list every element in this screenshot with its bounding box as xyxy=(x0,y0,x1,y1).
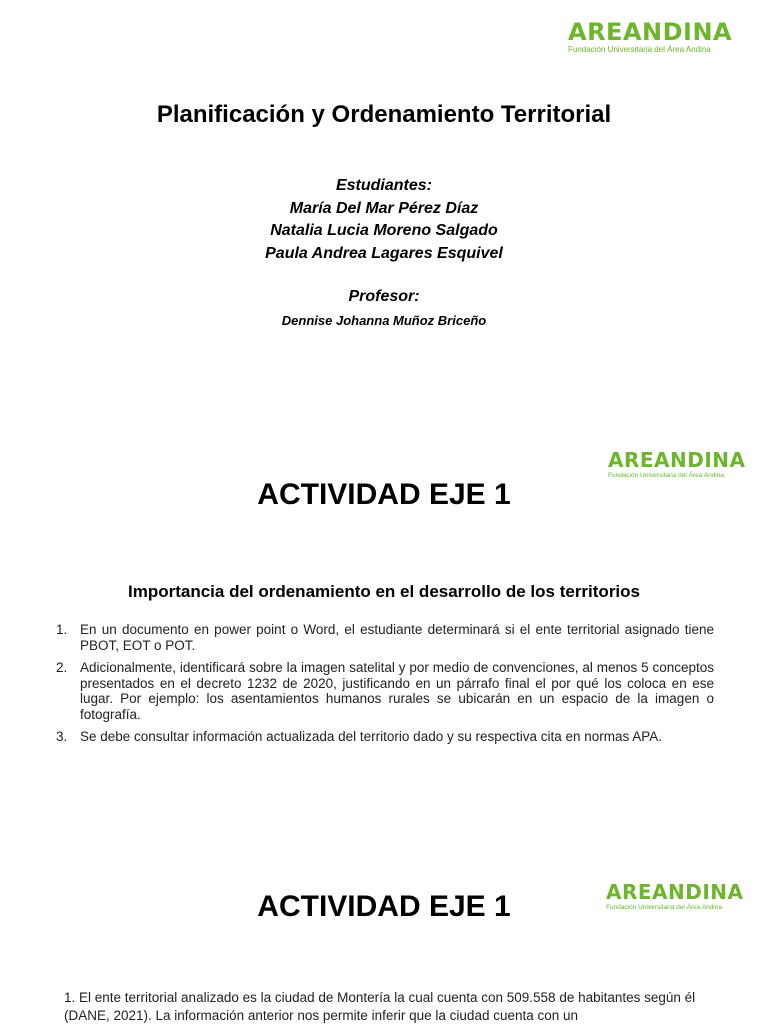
answer-paragraph: 1. El ente territorial analizado es la ciudad de Montería la cual cuenta con 509.558 de habitantes según él (DANE, 2021). La información anterior nos permite inferir que la ciudad cuenta con un xyxy=(64,990,696,1023)
item-number: 2. xyxy=(56,660,68,675)
list-item xyxy=(56,729,714,745)
logo-wordmark: AREANDINA xyxy=(568,18,733,46)
logo-tagline: Fundación Universitaria del Área Andina xyxy=(608,472,724,479)
slide-title: ACTIVIDAD EJE 1 xyxy=(257,890,511,923)
list-item xyxy=(56,660,714,722)
logo-wordmark: AREANDINA xyxy=(608,448,746,472)
title-slide xyxy=(0,0,768,410)
areandina-logo xyxy=(608,450,746,479)
activity-instructions-slide xyxy=(0,410,768,850)
student-name: Paula Andrea Lagares Esquivel xyxy=(265,244,503,262)
slide-subtitle: Importancia del ordenamiento en el desarrollo de los territorios xyxy=(127,582,640,601)
areandina-logo xyxy=(568,20,732,55)
student-name: Natalia Lucia Moreno Salgado xyxy=(270,222,498,239)
logo-wordmark: AREANDINA xyxy=(606,880,744,904)
professor-block xyxy=(0,286,768,333)
item-number: 1. xyxy=(56,622,68,637)
student-name: María Del Mar Pérez Díaz xyxy=(289,199,479,217)
item-number: 3. xyxy=(56,729,68,744)
slide-title: ACTIVIDAD EJE 1 xyxy=(257,478,511,511)
students-label: Estudiantes: xyxy=(335,177,432,194)
logo-tagline: Fundación Universitaria del Área Andina xyxy=(606,904,722,911)
instructions-list xyxy=(56,622,714,752)
list-item xyxy=(56,622,714,653)
professor-name: Dennise Johanna Muñoz Briceño xyxy=(281,312,487,328)
item-text: Adicionalmente, identificará sobre la imagen satelital y por medio de convenciones, al menos 5 conceptos presentados en el decreto 1232 de 2020, justificando en un párrafo final el por qué los coloca en ese lugar. Por ejemplo: los asentamientos humanos rurales se ubicarán en un espacio de la imagen o fotografía. xyxy=(80,660,714,722)
presentation-title: Planificación y Ordenamiento Territorial xyxy=(156,101,612,128)
item-text: Se debe consultar información actualizada del territorio dado y su respectiva cita en normas APA. xyxy=(80,729,663,744)
item-text: En un documento en power point o Word, el estudiante determinará si el ente territorial asignado tiene PBOT, EOT o POT. xyxy=(80,622,714,653)
activity-answer-slide xyxy=(0,850,768,1024)
professor-label: Profesor: xyxy=(348,288,420,305)
students-block xyxy=(0,175,768,265)
logo-tagline: Fundación Universitaria del Área Andina xyxy=(568,45,711,54)
